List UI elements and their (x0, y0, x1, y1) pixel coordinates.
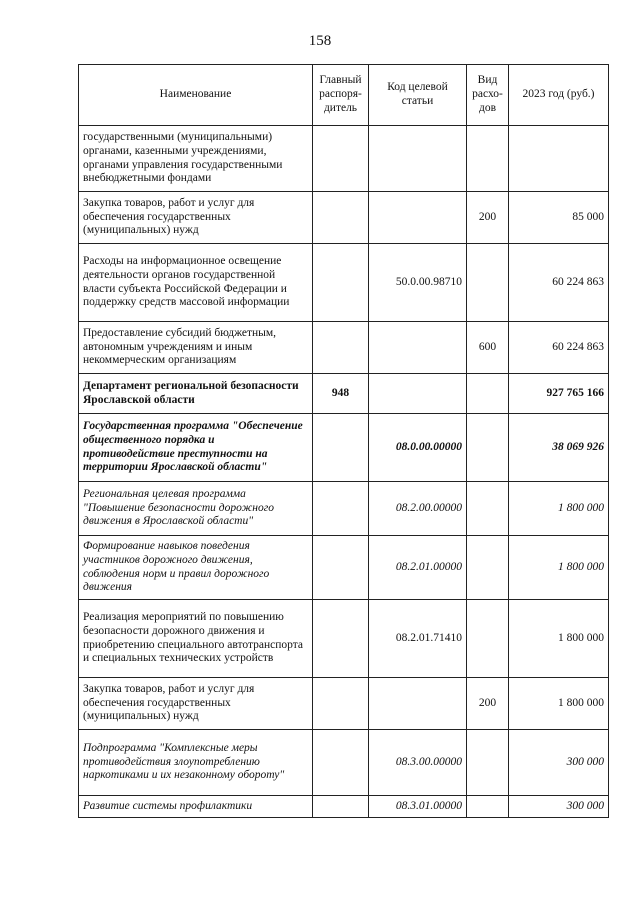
row-target-code (369, 192, 467, 244)
table-row (79, 796, 609, 818)
row-amount (509, 126, 609, 192)
row-main-manager (313, 796, 369, 818)
row-main-manager (313, 126, 369, 192)
row-name: Расходы на информационное освещение деятельности органов государственной власти субъекта Российской Федерации и поддержку средств массовой информации (79, 244, 313, 322)
row-amount: 1 800 000 (509, 600, 609, 678)
table-row (79, 730, 609, 796)
row-amount: 1 800 000 (509, 678, 609, 730)
row-expense-type (467, 374, 509, 414)
row-name: Развитие системы профилактики (79, 796, 313, 818)
row-target-code: 08.2.00.00000 (369, 482, 467, 536)
table-row (79, 482, 609, 536)
row-main-manager (313, 244, 369, 322)
row-main-manager (313, 322, 369, 374)
row-expense-type (467, 482, 509, 536)
table-row (79, 536, 609, 600)
row-name: Формирование навыков поведения участников дорожного движения, соблюдения норм и правил дорожного движения (79, 536, 313, 600)
table-row (79, 192, 609, 244)
row-target-code: 50.0.00.98710 (369, 244, 467, 322)
row-name: Государственная программа "Обеспечение общественного порядка и противодействие преступности на территории Ярославской области" (79, 414, 313, 482)
header-amount: 2023 год (руб.) (509, 65, 609, 126)
row-amount: 300 000 (509, 730, 609, 796)
row-name: государственными (муниципальными) органами, казенными учреждениями, органами управления государственными внебюджетными фондами (79, 126, 313, 192)
table-row (79, 600, 609, 678)
row-amount: 60 224 863 (509, 244, 609, 322)
row-amount: 60 224 863 (509, 322, 609, 374)
row-name: Подпрограмма "Комплексные меры противодействия злоупотреблению наркотиками и их незаконному обороту" (79, 730, 313, 796)
row-target-code: 08.2.01.71410 (369, 600, 467, 678)
table-row (79, 322, 609, 374)
table-header-row (79, 65, 609, 126)
row-name: Предоставление субсидий бюджетным, автономным учреждениям и иным некоммерческим организациям (79, 322, 313, 374)
row-name: Закупка товаров, работ и услуг для обеспечения государственных (муниципальных) нужд (79, 192, 313, 244)
row-main-manager (313, 414, 369, 482)
row-target-code: 08.3.00.00000 (369, 730, 467, 796)
header-main-manager: Главный распоря-дитель (313, 65, 369, 126)
header-name: Наименование (79, 65, 313, 126)
page-number: 158 (308, 33, 332, 49)
row-name: Реализация мероприятий по повышению безопасности дорожного движения и приобретению специального автотранспорта и специальных технических устройств (79, 600, 313, 678)
row-target-code (369, 126, 467, 192)
row-main-manager (313, 536, 369, 600)
row-target-code (369, 322, 467, 374)
row-expense-type (467, 126, 509, 192)
row-amount: 38 069 926 (509, 414, 609, 482)
row-expense-type (467, 730, 509, 796)
table-row (79, 244, 609, 322)
row-expense-type (467, 244, 509, 322)
table-row (79, 374, 609, 414)
row-target-code (369, 374, 467, 414)
header-expense-type: Вид расхо-дов (467, 65, 509, 126)
table-row (79, 678, 609, 730)
row-main-manager (313, 600, 369, 678)
row-name: Закупка товаров, работ и услуг для обеспечения государственных (муниципальных) нужд (79, 678, 313, 730)
budget-table (78, 64, 609, 818)
row-amount: 1 800 000 (509, 536, 609, 600)
row-expense-type (467, 600, 509, 678)
row-expense-type (467, 796, 509, 818)
row-expense-type: 600 (467, 322, 509, 374)
row-main-manager (313, 678, 369, 730)
row-target-code: 08.3.01.00000 (369, 796, 467, 818)
row-main-manager (313, 730, 369, 796)
row-target-code: 08.0.00.00000 (369, 414, 467, 482)
row-target-code: 08.2.01.00000 (369, 536, 467, 600)
row-main-manager (313, 192, 369, 244)
table-row (79, 414, 609, 482)
row-main-manager (313, 482, 369, 536)
row-name: Департамент региональной безопасности Ярославской области (79, 374, 313, 414)
row-main-manager: 948 (313, 374, 369, 414)
header-target-code: Код целевой статьи (369, 65, 467, 126)
row-amount: 927 765 166 (509, 374, 609, 414)
row-name: Региональная целевая программа "Повышение безопасности дорожного движения в Ярославской области" (79, 482, 313, 536)
row-amount: 85 000 (509, 192, 609, 244)
table-body (79, 126, 609, 818)
row-amount: 1 800 000 (509, 482, 609, 536)
row-amount: 300 000 (509, 796, 609, 818)
row-expense-type: 200 (467, 678, 509, 730)
table-row (79, 126, 609, 192)
row-expense-type (467, 414, 509, 482)
row-target-code (369, 678, 467, 730)
row-expense-type: 200 (467, 192, 509, 244)
row-expense-type (467, 536, 509, 600)
